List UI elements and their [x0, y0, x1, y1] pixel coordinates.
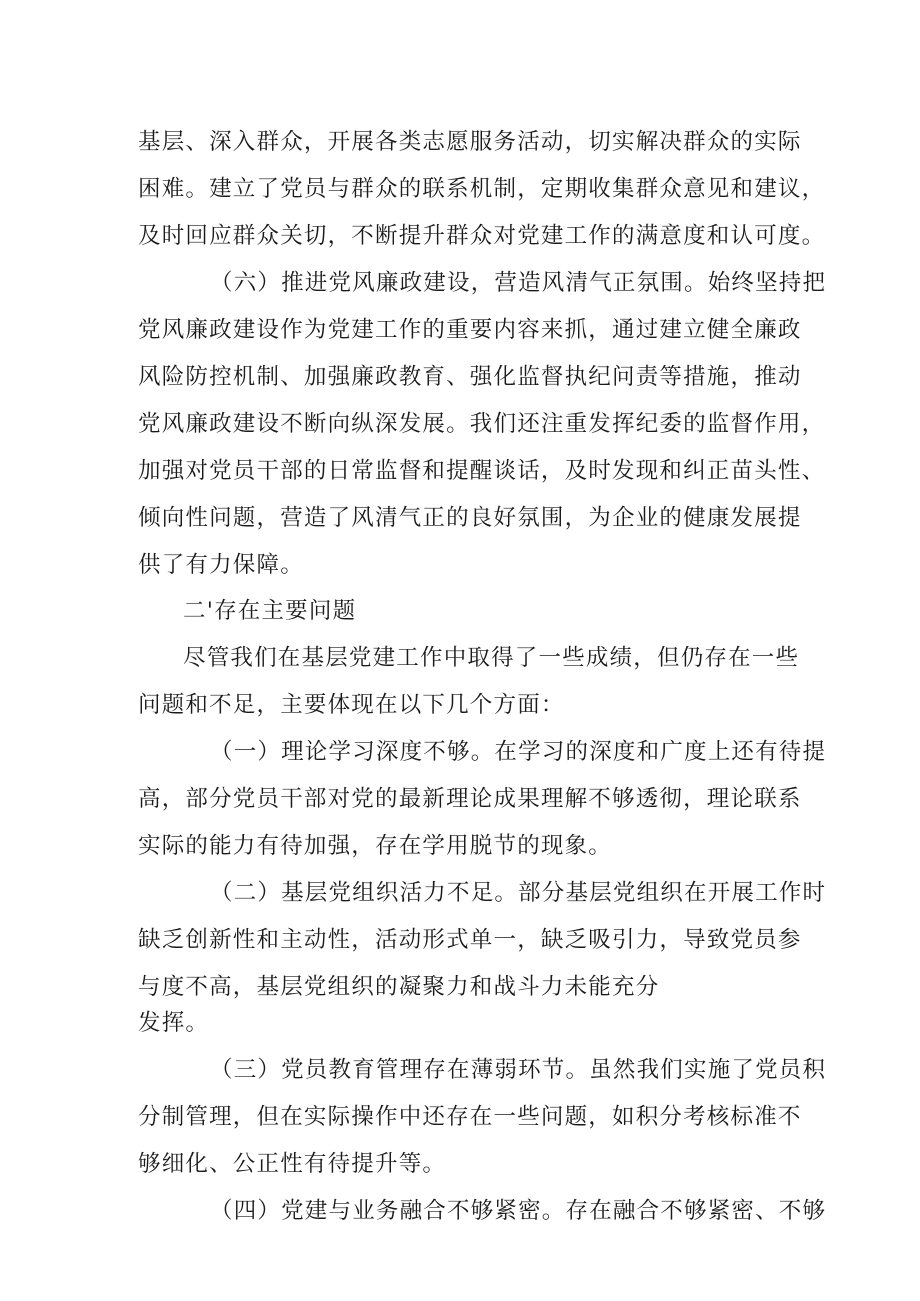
text-line: 倾向性问题，营造了风清气正的良好氛围，为企业的健康发展提	[138, 505, 802, 531]
section-heading-line: （四）党建与业务融合不够紧密。存在融合不够紧密、不够	[210, 1198, 827, 1224]
text-line: 实际的能力有待加强，存在学用脱节的现象。	[138, 833, 613, 859]
text-line: 发挥。	[138, 1010, 210, 1036]
text-line: 与度不高，基层党组织的凝聚力和战斗力未能充分	[138, 974, 660, 1000]
text-line: 够细化、公正性有待提升等。	[138, 1151, 447, 1177]
text-line: 加强对党员干部的日常监督和提醒谈话，及时发现和纠正苗头性、	[138, 458, 826, 484]
section-heading-line: （二）基层党组织活力不足。部分基层党组织在开展工作时	[210, 880, 827, 906]
text-line: 分制管理，但在实际操作中还存在一些问题，如积分考核标准不	[138, 1104, 802, 1130]
text-line: 问题和不足，主要体现在以下几个方面：	[138, 692, 565, 718]
text-line: 党风廉政建设作为党建工作的重要内容来抓，通过建立健全廉政	[138, 317, 802, 343]
text-line: 供了有力保障。	[138, 552, 304, 578]
text-line: 风险防控机制、加强廉政教育、强化监督执纪问责等措施，推动	[138, 364, 802, 390]
text-line: 缺乏创新性和主动性，活动形式单一，缺乏吸引力，导致党员参	[138, 927, 802, 953]
text-line: 尽管我们在基层党建工作中取得了一些成绩，但仍存在一些	[183, 645, 800, 671]
section-heading-line: （一）理论学习深度不够。在学习的深度和广度上还有待提	[210, 739, 827, 765]
chapter-heading: 二'存在主要问题	[183, 598, 357, 624]
text-line: 及时回应群众关切，不断提升群众对党建工作的满意度和认可度。	[138, 223, 826, 249]
section-heading-line: （六）推进党风廉政建设，营造风清气正氛围。始终坚持把	[210, 270, 827, 296]
section-heading-line: （三）党员教育管理存在薄弱环节。虽然我们实施了党员积	[210, 1057, 827, 1083]
text-line: 高，部分党员干部对党的最新理论成果理解不够透彻，理论联系	[138, 786, 802, 812]
text-line: 困难。建立了党员与群众的联系机制，定期收集群众意见和建议，	[138, 176, 826, 202]
text-line: 党风廉政建设不断向纵深发展。我们还注重发挥纪委的监督作用，	[138, 411, 826, 437]
text-line: 基层、深入群众，开展各类志愿服务活动，切实解决群众的实际	[138, 129, 802, 155]
